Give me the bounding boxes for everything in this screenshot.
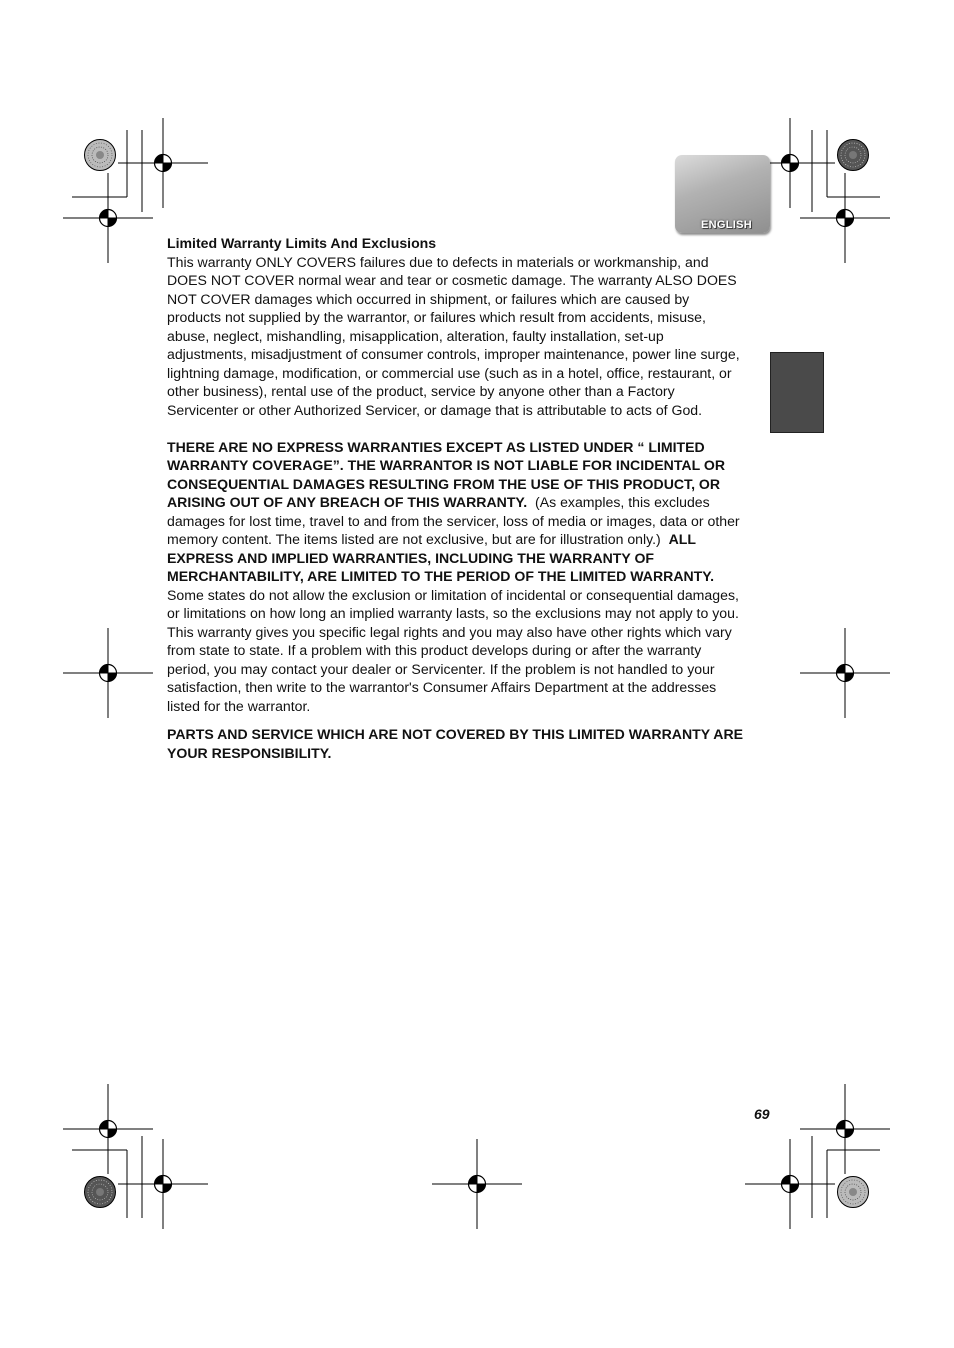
starburst-top-left-icon	[85, 140, 116, 171]
disclaimer-bold-a: THERE ARE NO EXPRESS WARRANTIES EXCEPT AS LISTED UNDER “ LIMITED WARRANTY COVERAGE”. THE WARRANTOR IS NOT LIABLE FOR INCIDENTAL OR CONSEQUENTIAL DAMAGES RESULTING FROM THE USE OF THIS PRODUCT, OR ARISING OUT OF ANY BREACH OF THIS WARRANTY.	[167, 438, 726, 510]
registration-mark-icon	[800, 628, 890, 718]
registration-mark-icon	[800, 1084, 890, 1174]
paragraph-disclaimer	[167, 438, 745, 586]
paragraph-legal-rights: This warranty gives you specific legal rights and you may also have other rights which vary from state to state. If a problem with this product develops during or after the warranty period, you may contact your dealer or Servicenter. If the problem is not handled to your satisfaction, then write to the warrantor's Consumer Affairs Department at the addresses listed for the warrantor.	[167, 623, 732, 714]
paragraph-responsibility: PARTS AND SERVICE WHICH ARE NOT COVERED BY THIS LIMITED WARRANTY ARE YOUR RESPONSIBILITY.	[167, 726, 744, 761]
registration-mark-icon	[800, 173, 890, 263]
registration-mark-icon	[63, 1084, 153, 1174]
section-title: Limited Warranty Limits And Exclusions	[167, 235, 437, 251]
registration-mark-icon	[63, 628, 153, 718]
starburst-bottom-left-icon	[85, 1177, 116, 1208]
starburst-bottom-right-icon	[838, 1177, 869, 1208]
disclaimer-bold-b: ALL EXPRESS AND IMPLIED WARRANTIES, INCLUDING THE WARRANTY OF MERCHANTABILITY, ARE LIMITED TO THE PERIOD OF THE LIMITED WARRANTY.	[167, 531, 715, 584]
registration-mark-icon	[118, 1139, 208, 1229]
page-number: 69	[754, 1106, 770, 1122]
registration-mark-icon	[745, 1139, 835, 1229]
paragraph-state-limits: Some states do not allow the exclusion or limitation of incidental or consequential damages, or limitations on how long an implied warranty lasts, so the exclusions may not apply to you.	[167, 586, 739, 621]
registration-mark-icon	[118, 118, 208, 208]
paragraph-exclusions: This warranty ONLY COVERS failures due to defects in materials or workmanship, and DOES NOT COVER normal wear and tear or cosmetic damage. The warranty ALSO DOES NOT COVER damages which occurred in shipment, or failures which are caused by products not supplied by the warrantor, or failures which result from accidents, misuse, abuse, neglect, mishandling, misapplication, alteration, faulty installation, set-up adjustments, misadjustment of consumer controls, improper maintenance, power line surge, lightning damage, modification, or commercial use (such as in a hotel, office, restaurant, or other business), rental use of the product, service by anyone other than a Factory Servicenter or other Authorized Servicer, or damage that is attributable to acts of God.	[167, 253, 740, 418]
warranty-text	[167, 234, 745, 762]
starburst-top-right-icon	[838, 140, 869, 171]
section-thumb-tab	[770, 352, 824, 433]
language-tab-label: ENGLISH	[701, 219, 752, 231]
disclaimer-normal: (As examples, this excludes damages for lost time, travel to and from the servicer, loss of media or images, data or other memory content. The items listed are not exclusive, but are for illustration only.)	[167, 494, 744, 547]
registration-mark-icon	[63, 173, 153, 263]
language-tab	[675, 155, 770, 233]
registration-mark-icon	[432, 1139, 522, 1229]
